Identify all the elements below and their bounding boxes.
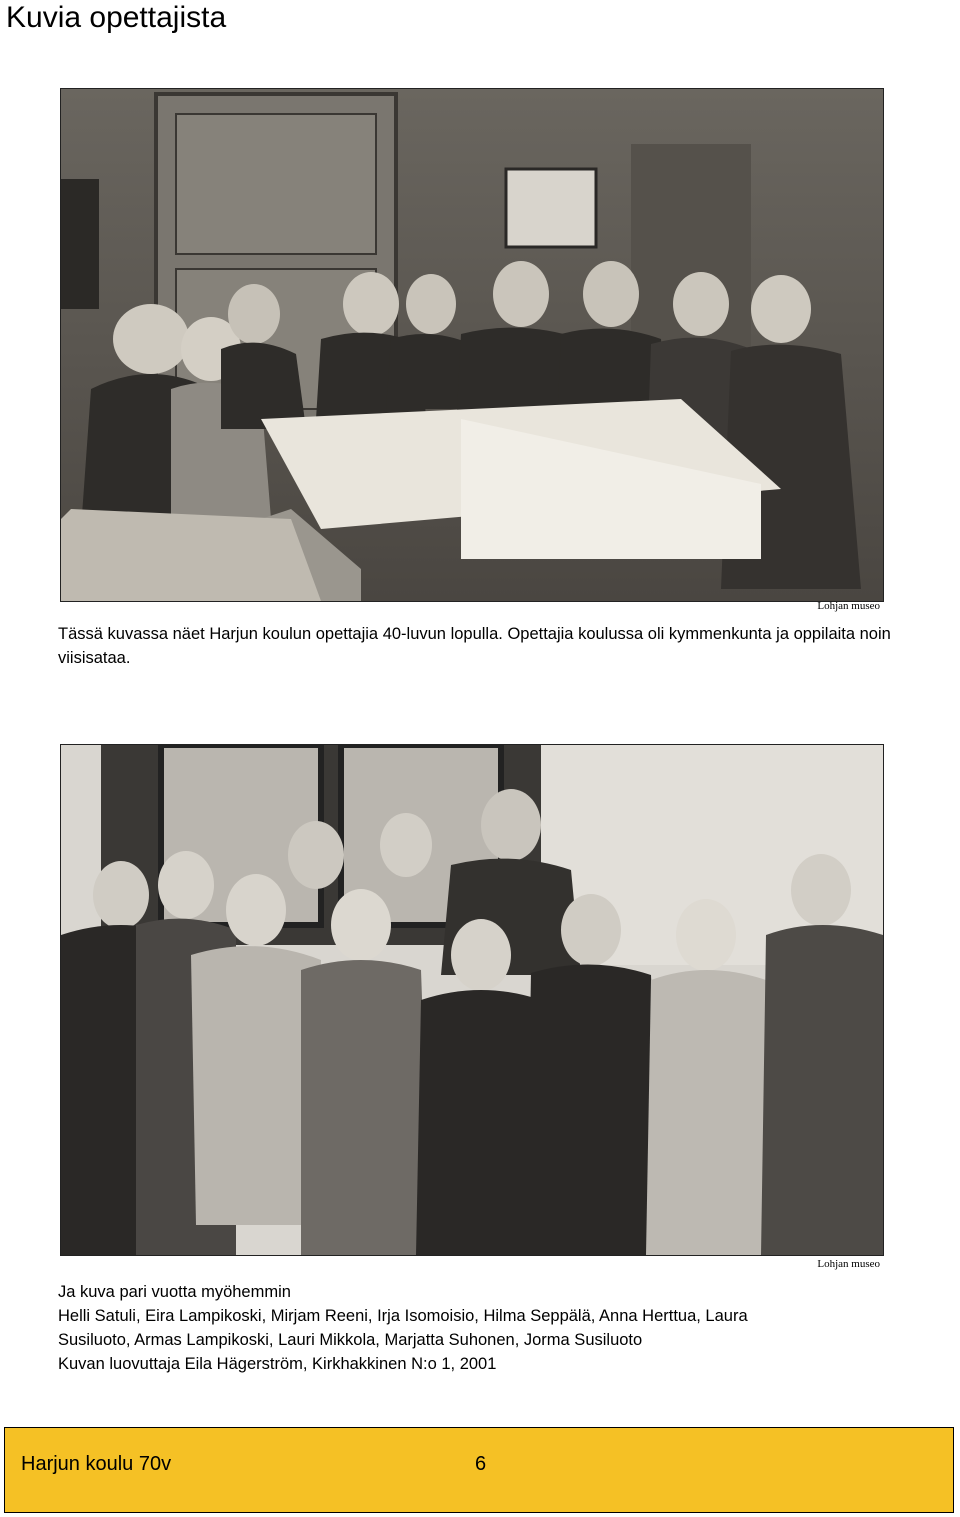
caption-line: Ja kuva pari vuotta myöhemmin xyxy=(58,1283,291,1301)
page-footer xyxy=(4,1427,954,1513)
teachers-group-photo-image xyxy=(61,745,883,1255)
caption-line: Susiluoto, Armas Lampikoski, Lauri Mikkola, Marjatta Suhonen, Jorma Susiluoto xyxy=(58,1331,643,1349)
teachers-table-photo-image xyxy=(61,89,883,601)
photo-caption: Tässä kuvassa näet Harjun koulun opettajia 40-luvun lopulla. Opettajia koulussa oli kymmenkunta ja oppilaita noin viisisataa. xyxy=(58,625,891,667)
teachers-group-photo xyxy=(60,744,884,1256)
photo-credit: Lohjan museo xyxy=(817,1258,880,1270)
photo-caption-names xyxy=(58,1280,898,1376)
caption-line: Kuvan luovuttaja Eila Hägerström, Kirkhakkinen N:o 1, 2001 xyxy=(58,1355,497,1373)
page-number: 6 xyxy=(475,1453,487,1475)
photo-credit: Lohjan museo xyxy=(817,600,880,612)
page-title: Kuvia opettajista xyxy=(6,1,227,34)
teachers-table-photo xyxy=(60,88,884,602)
footer-title: Harjun koulu 70v xyxy=(21,1453,172,1475)
caption-line: Helli Satuli, Eira Lampikoski, Mirjam Reeni, Irja Isomoisio, Hilma Seppälä, Anna Herttua, Laura xyxy=(58,1307,748,1325)
